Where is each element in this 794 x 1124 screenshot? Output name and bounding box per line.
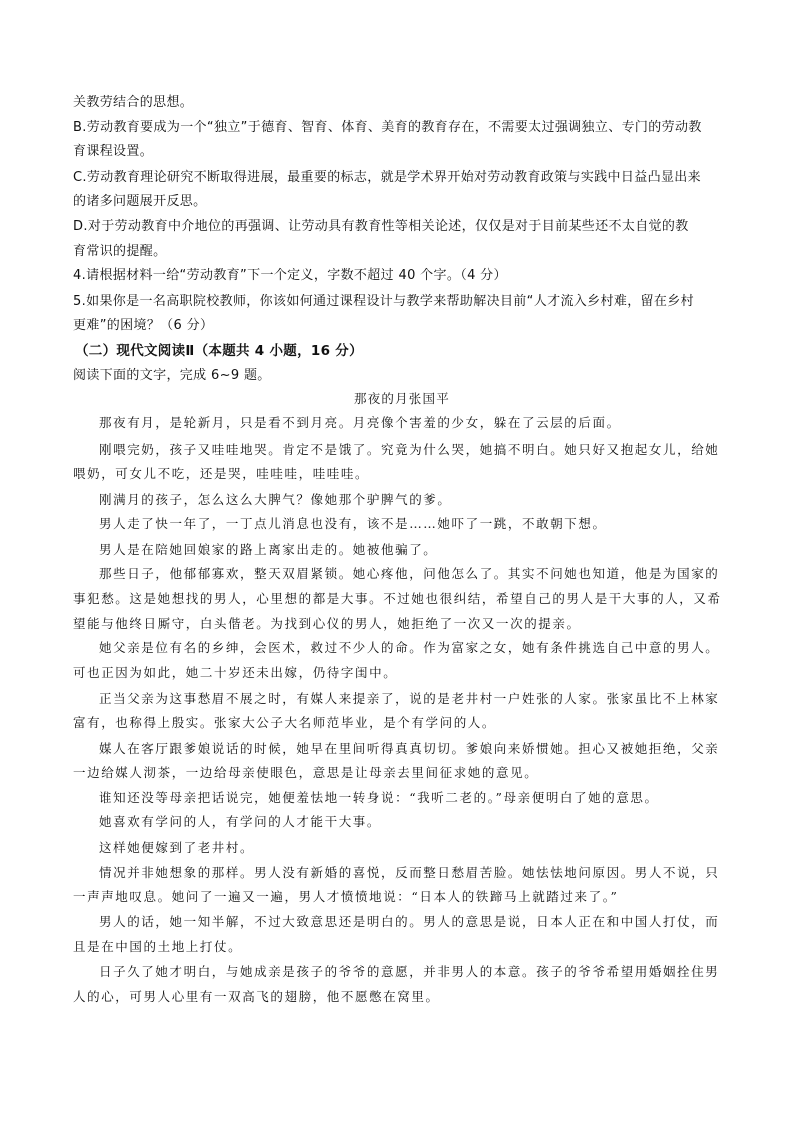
option-b-line-2: 育课程设置。 bbox=[73, 144, 154, 159]
story-paragraph: 刚喂完奶，孩子又哇哇地哭。肯定不是饿了。究竟为什么哭，她搞不明白。她只好又抱起女儿，给她 bbox=[99, 442, 720, 457]
story-paragraph: 日子久了她才明白，与她成亲是孩子的爷爷的意愿，并非男人的本意。孩子的爷爷希望用婚姻拴住男 bbox=[99, 964, 720, 979]
story-paragraph: 情况并非她想象的那样。男人没有新婚的喜悦，反而整日愁眉苦脸。她怯怯地问原因。男人不说，只 bbox=[99, 865, 720, 880]
story-paragraph: 正当父亲为这事愁眉不展之时，有媒人来提亲了，说的是老井村一户姓张的人家。张家虽比不上林家 bbox=[99, 691, 720, 706]
option-d-line-1: D.对于劳动教育中介地位的再强调、让劳动具有教育性等相关论述，仅仅是对于目前某些还不太自觉的教 bbox=[73, 219, 689, 234]
story-paragraph: 男人是在陪她回娘家的路上离家出走的。她被他骗了。 bbox=[99, 542, 438, 557]
story-paragraph-cont: 喂奶，可女儿不吃，还是哭，哇哇哇，哇哇哇。 bbox=[73, 466, 370, 481]
question-4: 4.请根据材料一给“劳动教育”下一个定义，字数不超过 40 个字。（4 分） bbox=[73, 268, 507, 283]
story-paragraph-cont: 富有，也称得上殷实。张家大公子大名师范毕业，是个有学问的人。 bbox=[73, 715, 497, 730]
story-paragraph-cont: 望能与他终日厮守，白头偕老。为找到心仪的男人，她拒绝了一次又一次的提亲。 bbox=[73, 616, 581, 631]
story-paragraph: 刚满月的孩子，怎么这么大脾气？像她那个驴脾气的爹。 bbox=[99, 492, 452, 507]
story-paragraph: 她喜欢有学问的人，有学问的人才能干大事。 bbox=[99, 814, 382, 829]
section-instruction: 阅读下面的文字，完成 6~9 题。 bbox=[73, 368, 271, 383]
story-paragraph: 这样她便嫁到了老井村。 bbox=[99, 840, 255, 855]
story-paragraph-cont: 人的心，可男人心里有一双高飞的翅膀，他不愿憋在窝里。 bbox=[73, 989, 440, 1004]
option-b-line-1: B.劳动教育要成为一个“独立”于德育、智育、体育、美育的教育存在，不需要太过强调独立、专门的劳动教 bbox=[73, 120, 702, 135]
story-paragraph: 她父亲是位有名的乡绅，会医术，救过不少人的命。作为富家之女，她有条件挑选自己中意的男人。 bbox=[99, 640, 720, 655]
section-heading: （二）现代文阅读Ⅱ（本题共 4 小题，16 分） bbox=[75, 343, 363, 359]
option-c-line-1: C.劳动教育理论研究不断取得进展，最重要的标志，就是学术界开始对劳动教育政策与实践中日益凸显出来 bbox=[73, 170, 702, 185]
story-paragraph: 那些日子，他郁郁寡欢，整天双眉紧锁。她心疼他，问他怎么了。其实不问她也知道，他是为国家的 bbox=[99, 566, 720, 581]
story-paragraph: 媒人在客厅跟爹娘说话的时候，她早在里间听得真真切切。爹娘向来娇惯她。担心又被她拒绝，父亲 bbox=[99, 741, 720, 756]
story-paragraph-cont: 一声声地叹息。她问了一遍又一遍，男人才愤愤地说：“日本人的铁蹄马上就踏过来了。” bbox=[73, 889, 619, 904]
story-paragraph-cont: 且是在中国的土地上打仗。 bbox=[73, 939, 243, 954]
option-c-line-2: 的诸多问题展开反思。 bbox=[73, 194, 207, 209]
option-a-continuation: 关教劳结合的思想。 bbox=[73, 95, 194, 110]
story-paragraph-cont: 可也正因为如此，她二十岁还未出嫁，仍待字闺中。 bbox=[73, 665, 398, 680]
story-paragraph: 谁知还没等母亲把话说完，她便羞怯地一转身说：“我听二老的。”母亲便明白了她的意思。 bbox=[99, 790, 659, 805]
story-paragraph: 男人走了快一年了，一丁点儿消息也没有，该不是……她吓了一跳，不敢朝下想。 bbox=[99, 516, 607, 531]
story-paragraph-cont: 一边给媒人沏茶，一边给母亲使眼色，意思是让母亲去里间征求她的意见。 bbox=[73, 765, 539, 780]
story-paragraph: 那夜有月，是轮新月，只是看不到月亮。月亮像个害羞的少女，躲在了云层的后面。 bbox=[99, 415, 621, 430]
question-5-line-2: 更难”的困境？（6 分） bbox=[73, 318, 214, 333]
story-paragraph: 男人的话，她一知半解，不过大致意思还是明白的。男人的意思是说，日本人正在和中国人打仗，而 bbox=[99, 914, 720, 929]
story-paragraph-cont: 事犯愁。这是她想找的男人，心里想的都是大事。不过她也很纠结，希望自己的男人是干大事的人，又希 bbox=[73, 591, 722, 606]
story-title: 那夜的月张国平 bbox=[354, 391, 450, 406]
option-d-line-2: 育常识的提醒。 bbox=[73, 244, 167, 259]
question-5-line-1: 5.如果你是一名高职院校教师，你该如何通过课程设计与教学来帮助解决目前“人才流入乡村难，留在乡村 bbox=[73, 294, 694, 309]
